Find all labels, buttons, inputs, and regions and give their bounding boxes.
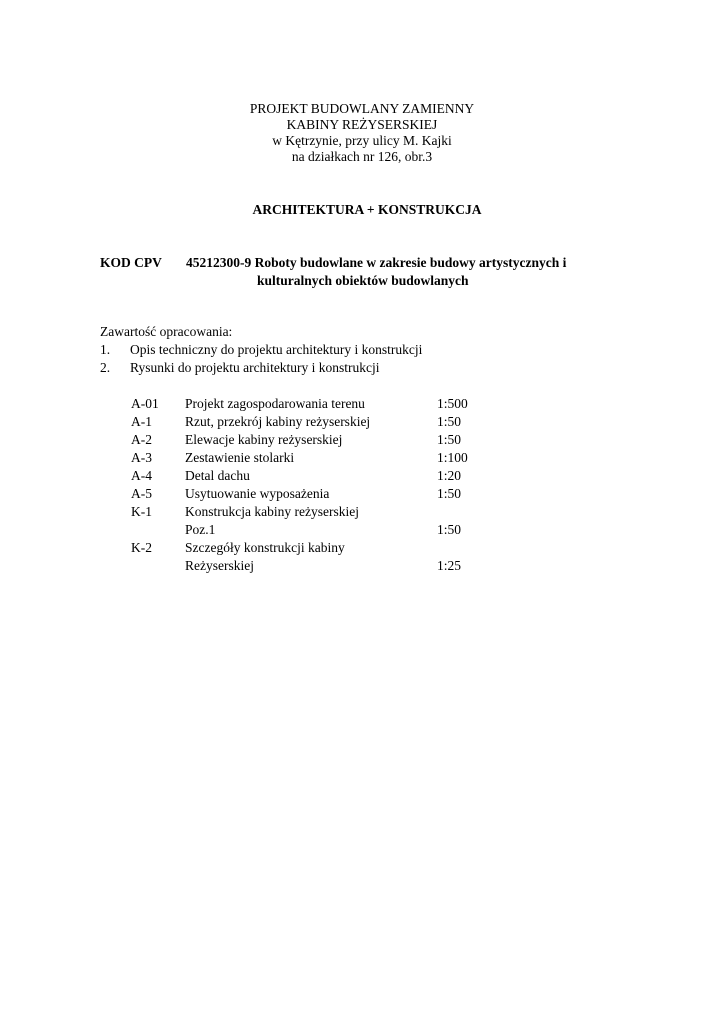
drawing-row: [0, 450, 724, 468]
drawing-scale: 1:50: [437, 414, 462, 429]
drawing-scale: 1:50: [437, 486, 462, 501]
drawing-scale: 1:20: [437, 468, 462, 483]
title-line: na działkach nr 126, obr.3: [291, 149, 433, 164]
drawing-scale: 1:25: [437, 558, 462, 573]
drawing-name: Rzut, przekrój kabiny reżyserskiej: [185, 414, 371, 429]
drawing-name: Konstrukcja kabiny reżyserskiej: [185, 504, 359, 519]
contents-item-number: 2.: [100, 360, 111, 375]
drawing-scale: 1:500: [437, 396, 468, 411]
document-title-block: [0, 101, 724, 165]
drawing-code: K-1: [131, 504, 152, 519]
drawing-row: [0, 396, 724, 414]
drawing-code: A-5: [131, 486, 152, 501]
drawing-row: [0, 540, 724, 558]
drawing-row: [0, 558, 724, 576]
drawing-row: [0, 522, 724, 540]
drawing-code: A-01: [131, 396, 159, 411]
cpv-description-line: 45212300-9 Roboty budowlane w zakresie budowy artystycznych i: [186, 255, 567, 270]
title-line: KABINY REŻYSERSKIEJ: [286, 117, 438, 132]
drawing-row: [0, 432, 724, 450]
drawing-code: A-4: [131, 468, 152, 483]
drawing-code: K-2: [131, 540, 152, 555]
drawing-scale: 1:50: [437, 522, 462, 537]
drawing-name: Szczegóły konstrukcji kabiny: [185, 540, 345, 555]
drawing-scale: 1:50: [437, 432, 462, 447]
drawing-name: Poz.1: [185, 522, 216, 537]
drawing-row: [0, 468, 724, 486]
drawing-code: A-3: [131, 450, 152, 465]
drawing-scale: 1:100: [437, 450, 468, 465]
drawing-name: Usytuowanie wyposażenia: [185, 486, 330, 501]
cpv-label: KOD CPV: [100, 255, 162, 270]
contents-item-text: Rysunki do projektu architektury i konstrukcji: [130, 360, 380, 375]
drawings-list: [0, 396, 724, 576]
drawing-name: Elewacje kabiny reżyserskiej: [185, 432, 343, 447]
drawing-row: [0, 486, 724, 504]
drawing-code: A-2: [131, 432, 152, 447]
contents-item-number: 1.: [100, 342, 111, 357]
drawing-name: Zestawienie stolarki: [185, 450, 295, 465]
drawing-name: Projekt zagospodarowania terenu: [185, 396, 365, 411]
drawing-row: [0, 414, 724, 432]
section-title: ARCHITEKTURA + KONSTRUKCJA: [252, 202, 482, 217]
drawing-code: A-1: [131, 414, 152, 429]
title-line: PROJEKT BUDOWLANY ZAMIENNY: [249, 101, 475, 116]
title-line: w Kętrzynie, przy ulicy M. Kajki: [272, 133, 452, 148]
drawing-row: [0, 504, 724, 522]
drawing-name: Reżyserskiej: [185, 558, 254, 573]
cpv-description-line: kulturalnych obiektów budowlanych: [257, 273, 469, 288]
drawing-name: Detal dachu: [185, 468, 250, 483]
contents-heading: Zawartość opracowania:: [100, 324, 233, 339]
contents-item-text: Opis techniczny do projektu architektury i konstrukcji: [130, 342, 423, 357]
